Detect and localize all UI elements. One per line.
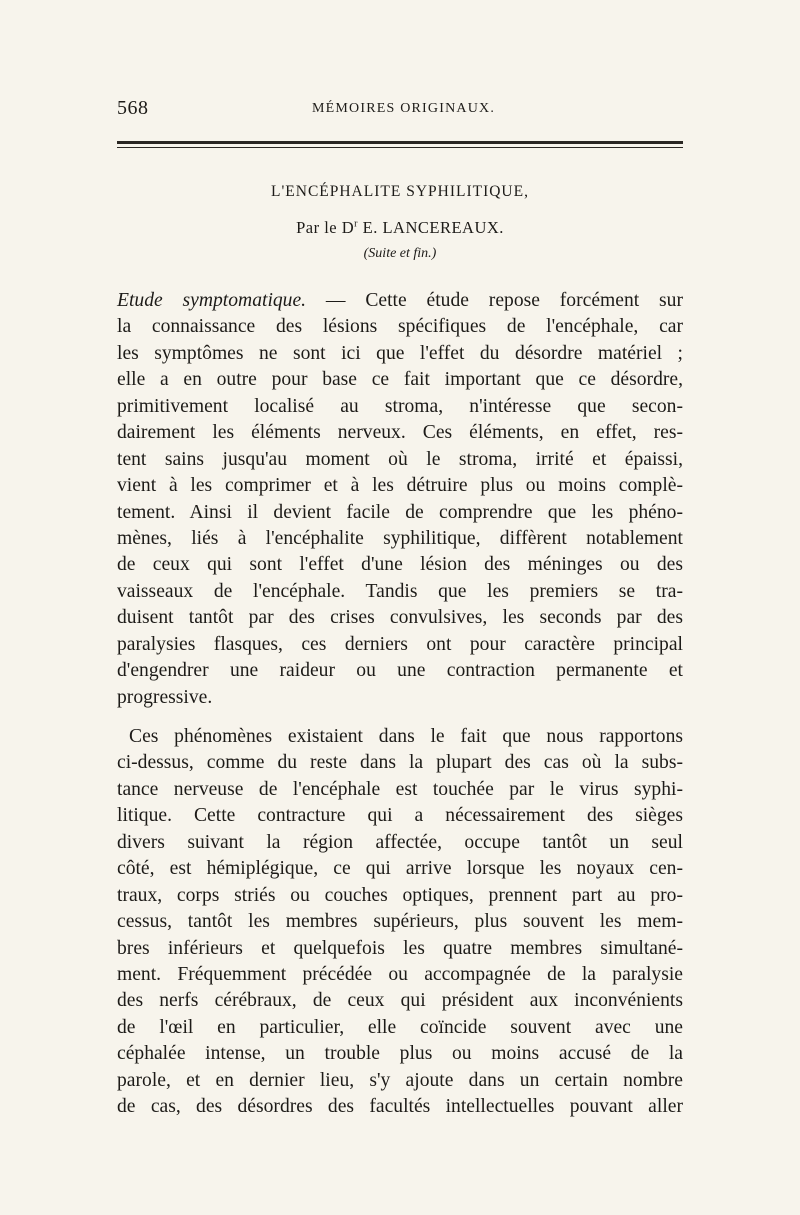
section-title: Etude symptomatique. (117, 290, 307, 311)
header-rule-thin (117, 147, 683, 148)
text-line: elle a en outre pour base ce fait important que ce désordre, (117, 369, 683, 391)
text-line: tent sains jusqu'au moment où le stroma, irrité et épaissi, (117, 448, 683, 470)
text-line: progressive. (117, 686, 213, 708)
text-line: duisent tantôt par des crises convulsives, les seconds par des (117, 607, 683, 629)
text-line: les symptômes ne sont ici que l'effet du désordre matériel ; (117, 342, 683, 364)
text-line: des nerfs cérébraux, de ceux qui président aux inconvénients (117, 990, 683, 1012)
text-line: ci-dessus, comme du reste dans la plupart des cas où la subs- (117, 752, 683, 774)
text-line: de cas, des désordres des facultés intellectuelles pouvant aller (117, 1096, 683, 1118)
text-line: vaisseaux de l'encéphale. Tandis que les premiers se tra- (117, 580, 683, 602)
text-line: tance nerveuse de l'encéphale est touchée par le virus syphi- (117, 778, 683, 800)
text-line: vient à les comprimer et à les détruire plus ou moins complè- (117, 475, 683, 497)
text-line: céphalée intense, un trouble plus ou moins accusé de la (117, 1043, 683, 1065)
text-line: litique. Cette contracture qui a nécessairement des sièges (117, 805, 683, 827)
text-line-content: — Cette étude repose forcément sur (306, 290, 683, 311)
text-line: côté, est hémiplégique, ce qui arrive lorsque les noyaux cen- (117, 858, 683, 880)
text-line: paralysies flasques, ces derniers ont pour caractère principal (117, 633, 683, 655)
paragraph-2 (117, 724, 683, 1121)
page-header (117, 97, 683, 123)
text-line: traux, corps striés ou couches optiques, prennent part au pro- (117, 884, 683, 906)
byline-prefix: Par le D (296, 218, 355, 237)
continuation-note: (Suite et fin.) (363, 246, 437, 261)
page-number: 568 (117, 97, 149, 119)
text-line: de l'œil en particulier, elle coïncide souvent avec une (117, 1016, 683, 1038)
text-line: ment. Fréquemment précédée ou accompagnée de la paralysie (117, 963, 683, 985)
text-line: primitivement localisé au stroma, n'intéresse que secon- (117, 395, 683, 417)
text-line: de ceux qui sont l'effet d'une lésion des méninges ou des (117, 554, 683, 576)
text-line: d'engendrer une raideur ou une contraction permanente et (117, 660, 683, 682)
header-rule-thick (117, 141, 683, 144)
text-line: parole, et en dernier lieu, s'y ajoute dans un certain nombre (117, 1069, 683, 1091)
text-line: dairement les éléments nerveux. Ces éléments, en effet, res- (117, 422, 683, 444)
text-line: mènes, liés à l'encéphalite syphilitique, diffèrent notablement (117, 527, 683, 549)
byline-author: E. LANCEREAUX. (358, 218, 504, 237)
text-line (117, 288, 683, 314)
text-line: tement. Ainsi il devient facile de comprendre que les phéno- (117, 501, 683, 523)
text-line: bres inférieurs et quelquefois les quatre membres simultané- (117, 937, 683, 959)
article-title: L'ENCÉPHALITE SYPHILITIQUE, (271, 183, 529, 200)
text-line: Ces phénomènes existaient dans le fait que nous rapportons (129, 726, 683, 747)
text-line: divers suivant la région affectée, occupe tantôt un seul (117, 831, 683, 853)
text-line: la connaissance des lésions spécifiques de l'encéphale, car (117, 316, 683, 338)
running-title: MÉMOIRES ORIGINAUX. (312, 101, 496, 116)
article-byline (117, 218, 683, 238)
byline-superscript: r (354, 218, 358, 230)
text-line: cessus, tantôt les membres supérieurs, plus souvent les mem- (117, 911, 683, 933)
paragraph-1 (117, 288, 683, 711)
